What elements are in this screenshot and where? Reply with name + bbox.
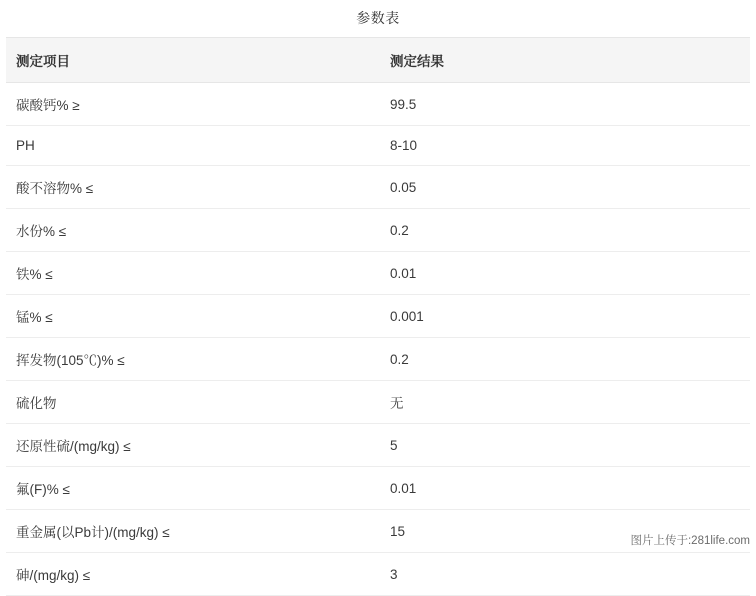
cell-result: 3 <box>380 553 750 596</box>
cell-result: 0.2 <box>380 338 750 381</box>
cell-result: 0.05 <box>380 166 750 209</box>
cell-item: 碳酸钙% ≥ <box>6 83 380 126</box>
cell-item: 锰% ≤ <box>6 295 380 338</box>
table-row <box>6 209 750 252</box>
table-row <box>6 252 750 295</box>
parameter-table <box>6 37 750 596</box>
column-header-result: 测定结果 <box>380 38 750 83</box>
table-row <box>6 338 750 381</box>
cell-item: 挥发物(105℃)% ≤ <box>6 338 380 381</box>
cell-result: 99.5 <box>380 83 750 126</box>
table-row <box>6 166 750 209</box>
cell-result: 无 <box>380 381 750 424</box>
table-header-row <box>6 38 750 83</box>
cell-item: 氟(F)% ≤ <box>6 467 380 510</box>
table-row <box>6 381 750 424</box>
cell-result: 0.2 <box>380 209 750 252</box>
cell-result: 5 <box>380 424 750 467</box>
cell-result: 0.01 <box>380 467 750 510</box>
table-header <box>6 38 750 83</box>
cell-result: 0.01 <box>380 252 750 295</box>
table-row <box>6 467 750 510</box>
table-row <box>6 553 750 596</box>
cell-item: 酸不溶物% ≤ <box>6 166 380 209</box>
cell-item: PH <box>6 126 380 166</box>
page-title: 参数表 <box>356 10 400 26</box>
column-header-item: 测定项目 <box>6 38 380 83</box>
cell-item: 砷/(mg/kg) ≤ <box>6 553 380 596</box>
table-row <box>6 126 750 166</box>
cell-item: 水份% ≤ <box>6 209 380 252</box>
cell-result: 0.001 <box>380 295 750 338</box>
cell-item: 硫化物 <box>6 381 380 424</box>
table-row <box>6 424 750 467</box>
cell-item: 重金属(以Pb计)/(mg/kg) ≤ <box>6 510 380 553</box>
cell-result: 15 <box>380 510 750 553</box>
cell-item: 还原性硫/(mg/kg) ≤ <box>6 424 380 467</box>
watermark-text: 图片上传于:281life.com <box>630 535 750 547</box>
cell-result: 8-10 <box>380 126 750 166</box>
cell-item: 铁% ≤ <box>6 252 380 295</box>
table-row <box>6 295 750 338</box>
table-body <box>6 83 750 596</box>
table-row <box>6 83 750 126</box>
